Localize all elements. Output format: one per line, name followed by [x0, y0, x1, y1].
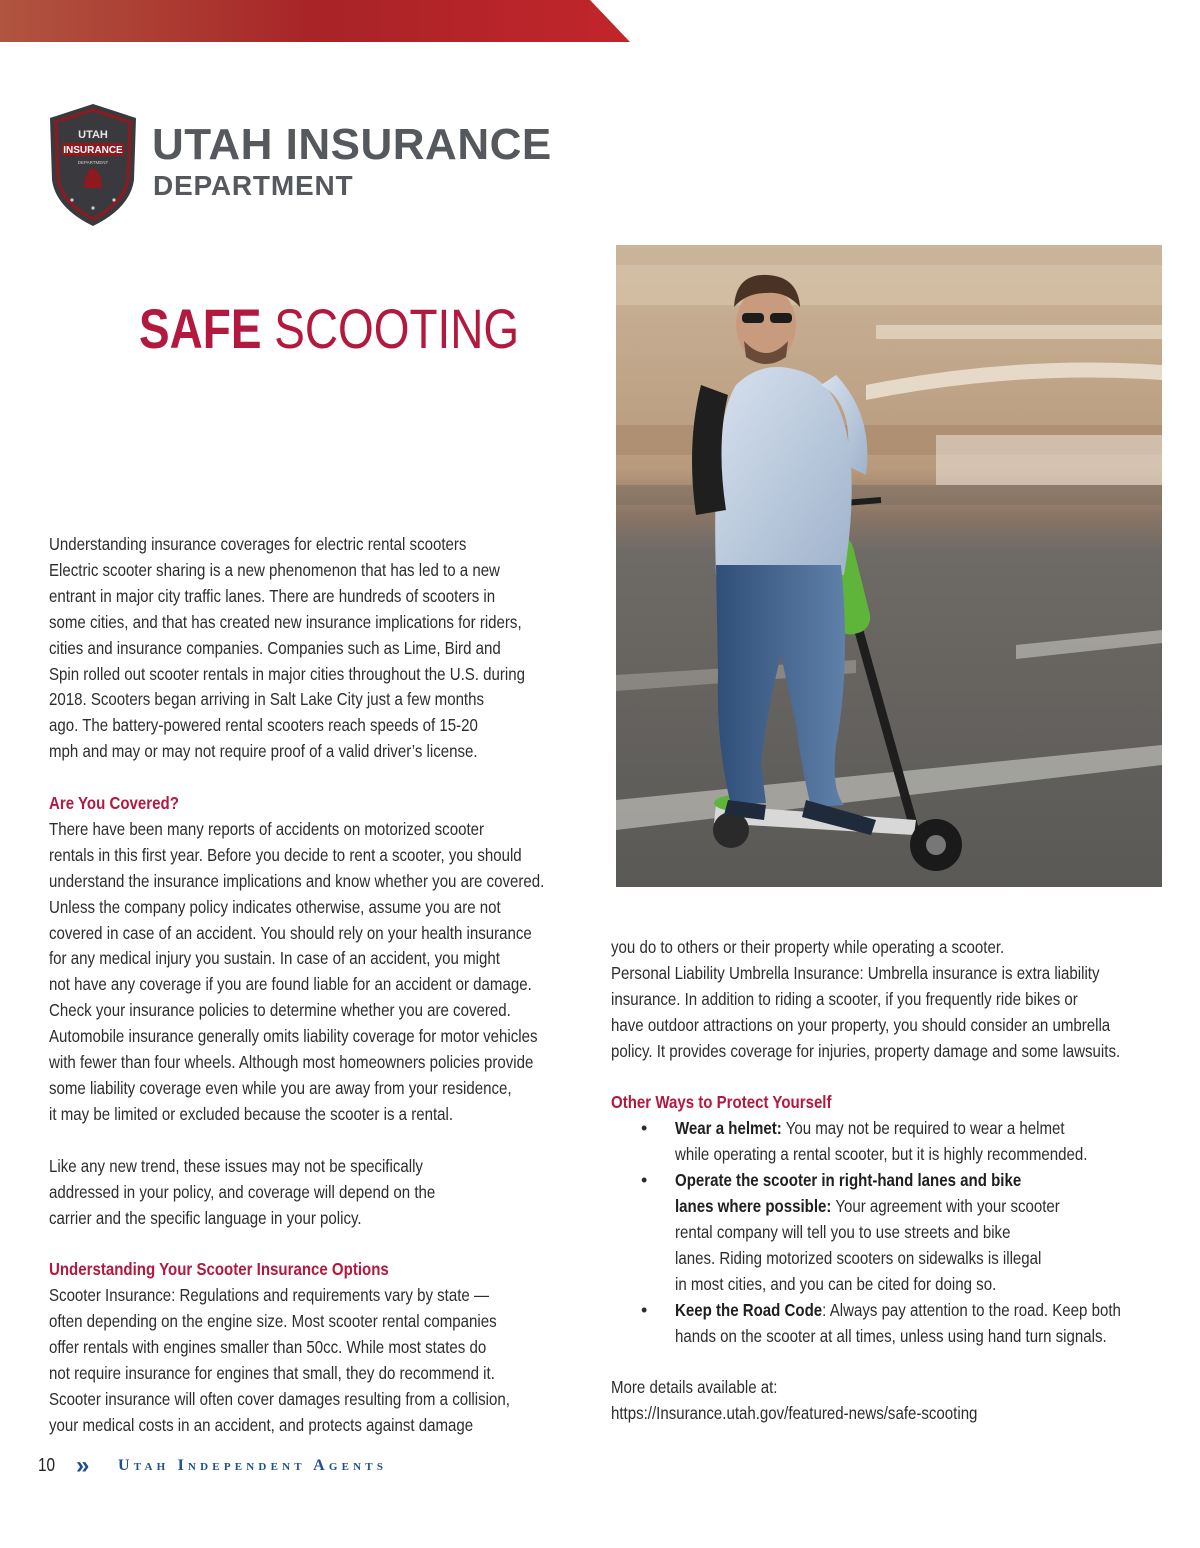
spacer [49, 1128, 629, 1154]
bullet-text: lanes. Riding motorized scooters on sidewalks is illegal [675, 1247, 1042, 1268]
text-line: it may be limited or excluded because the scooter is a rental. [49, 1103, 454, 1124]
text-line: cities and insurance companies. Companies such as Lime, Bird and [49, 637, 501, 658]
text-line: covered in case of an accident. You should rely on your health insurance [49, 922, 532, 943]
title-accent: SAFE [139, 297, 262, 360]
text-line: 2018. Scooters began arriving in Salt Lake City just a few months [49, 689, 485, 710]
list-item-continuation [611, 1142, 1171, 1168]
bullet-list [611, 1116, 1171, 1349]
text-line: insurance. In addition to riding a scooter, if you frequently ride bikes or [611, 988, 1078, 1009]
svg-text:INSURANCE: INSURANCE [63, 145, 123, 156]
text-line: mph and may or may not require proof of a valid driver’s license. [49, 741, 478, 762]
text-line: not require insurance for engines that small, they do recommend it. [49, 1362, 495, 1383]
bullet-icon: • [641, 1170, 648, 1191]
text-line: some cities, and that has created new insurance implications for riders, [49, 611, 522, 632]
text-line: not have any coverage if you are found liable for an accident or damage. [49, 974, 532, 995]
text-line: often depending on the engine size. Most scooter rental companies [49, 1311, 497, 1332]
publication-name: Utah Independent Agents [118, 1457, 388, 1474]
heading-are-you-covered: Are You Covered? [49, 793, 179, 814]
title-rest: SCOOTING [261, 297, 520, 360]
bullet-text: while operating a rental scooter, but it is highly recommended. [675, 1144, 1088, 1165]
heading-insurance-options: Understanding Your Scooter Insurance Options [49, 1259, 389, 1280]
shield-icon [48, 102, 138, 228]
svg-text:DEPARTMENT: DEPARTMENT [77, 160, 109, 165]
org-name-line2: DEPARTMENT [153, 170, 354, 201]
list-item-continuation [611, 1272, 1171, 1298]
heading-other-ways: Other Ways to Protect Yourself [611, 1092, 832, 1113]
org-name-line1: UTAH INSURANCE [152, 120, 552, 169]
details-label: More details available at: [611, 1377, 778, 1398]
spacer [49, 765, 629, 791]
text-line: Spin rolled out scooter rentals in major cities throughout the U.S. during [49, 663, 526, 684]
list-item-continuation [611, 1324, 1171, 1350]
options-paragraph [49, 1283, 629, 1438]
text-line: carrier and the specific language in your policy. [49, 1207, 362, 1228]
utah-insurance-logo [48, 102, 552, 228]
top-banner [0, 0, 1200, 42]
text-line: There have been many reports of accidents on motorized scooter [49, 818, 485, 839]
scooter-rider-photo [616, 245, 1162, 887]
text-line: Understanding insurance coverages for electric rental scooters [49, 534, 467, 554]
bullet-text: in most cities, and you can be cited for doing so. [675, 1273, 997, 1294]
bullet-bold-text: Wear a helmet: [675, 1118, 782, 1139]
text-line: addressed in your policy, and coverage will depend on the [49, 1181, 436, 1202]
text-line: policy. It provides coverage for injuries, property damage and some lawsuits. [611, 1040, 1121, 1061]
left-column [49, 532, 629, 1439]
bullet-bold-text: lanes where possible: [675, 1196, 832, 1217]
list-item-continuation [611, 1246, 1171, 1272]
text-line: offer rentals with engines smaller than 50cc. While most states do [49, 1337, 487, 1358]
bullet-bold-text: Operate the scooter in right-hand lanes and bike [675, 1170, 1022, 1191]
text-line: Scooter Insurance: Regulations and requirements vary by state — [49, 1285, 490, 1306]
list-item-continuation [611, 1220, 1171, 1246]
text-line: entrant in major city traffic lanes. There are hundreds of scooters in [49, 585, 496, 606]
continued-paragraph [611, 935, 1171, 1065]
trend-paragraph [49, 1154, 629, 1232]
intro-paragraph [49, 532, 629, 765]
list-item [611, 1168, 1171, 1194]
list-item [611, 1298, 1171, 1324]
text-line: Scooter insurance will often cover damages resulting from a collision, [49, 1388, 510, 1409]
text-line: understand the insurance implications and know whether you are covered. [49, 870, 545, 891]
bullet-icon: • [641, 1118, 648, 1139]
text-line: Automobile insurance generally omits liability coverage for motor vehicles [49, 1026, 538, 1047]
details-link[interactable]: https://Insurance.utah.gov/featured-news/safe-scooting [611, 1403, 978, 1424]
text-line: ago. The battery-powered rental scooters reach speeds of 15-20 [49, 715, 478, 736]
text-line: some liability coverage even while you are away from your residence, [49, 1078, 512, 1099]
text-line: Electric scooter sharing is a new phenomenon that has led to a new [49, 559, 500, 580]
text-line: with fewer than four wheels. Although most homeowners policies provide [49, 1052, 534, 1073]
bullet-text: hands on the scooter at all times, unless using hand turn signals. [675, 1325, 1107, 1346]
spacer [49, 1231, 629, 1257]
text-line: your medical costs in an accident, and protects against damage [49, 1414, 474, 1435]
spacer [611, 1349, 1171, 1375]
text-line: for any medical injury you sustain. In case of an accident, you might [49, 948, 500, 969]
text-line: Check your insurance policies to determine whether you are covered. [49, 1000, 511, 1021]
list-item-continuation [611, 1194, 1171, 1220]
svg-text:UTAH: UTAH [78, 129, 108, 141]
bullet-icon: • [641, 1299, 648, 1320]
text-line: have outdoor attractions on your property, you should consider an umbrella [611, 1014, 1111, 1035]
text-line: rentals in this first year. Before you decide to rent a scooter, you should [49, 844, 522, 865]
text-line: you do to others or their property while operating a scooter. [611, 937, 1005, 957]
text-line: Personal Liability Umbrella Insurance: Umbrella insurance is extra liability [611, 962, 1100, 983]
list-item [611, 1116, 1171, 1142]
right-column [611, 935, 1171, 1427]
page-number: 10 [38, 1455, 56, 1475]
bullet-text: Your agreement with your scooter [831, 1196, 1060, 1217]
page-title [139, 296, 519, 362]
spacer [611, 1065, 1171, 1091]
bullet-text: rental company will tell you to use streets and bike [675, 1221, 1011, 1242]
text-line: Unless the company policy indicates otherwise, assume you are not [49, 896, 501, 917]
text-line: Like any new trend, these issues may not be specifically [49, 1155, 423, 1176]
bullet-text: : Always pay attention to the road. Keep both [822, 1299, 1121, 1320]
bullet-text: You may not be required to wear a helmet [781, 1118, 1065, 1139]
covered-paragraph [49, 817, 629, 1128]
chevron-icon: » [76, 1452, 90, 1479]
bullet-bold-text: Keep the Road Code [675, 1299, 823, 1320]
